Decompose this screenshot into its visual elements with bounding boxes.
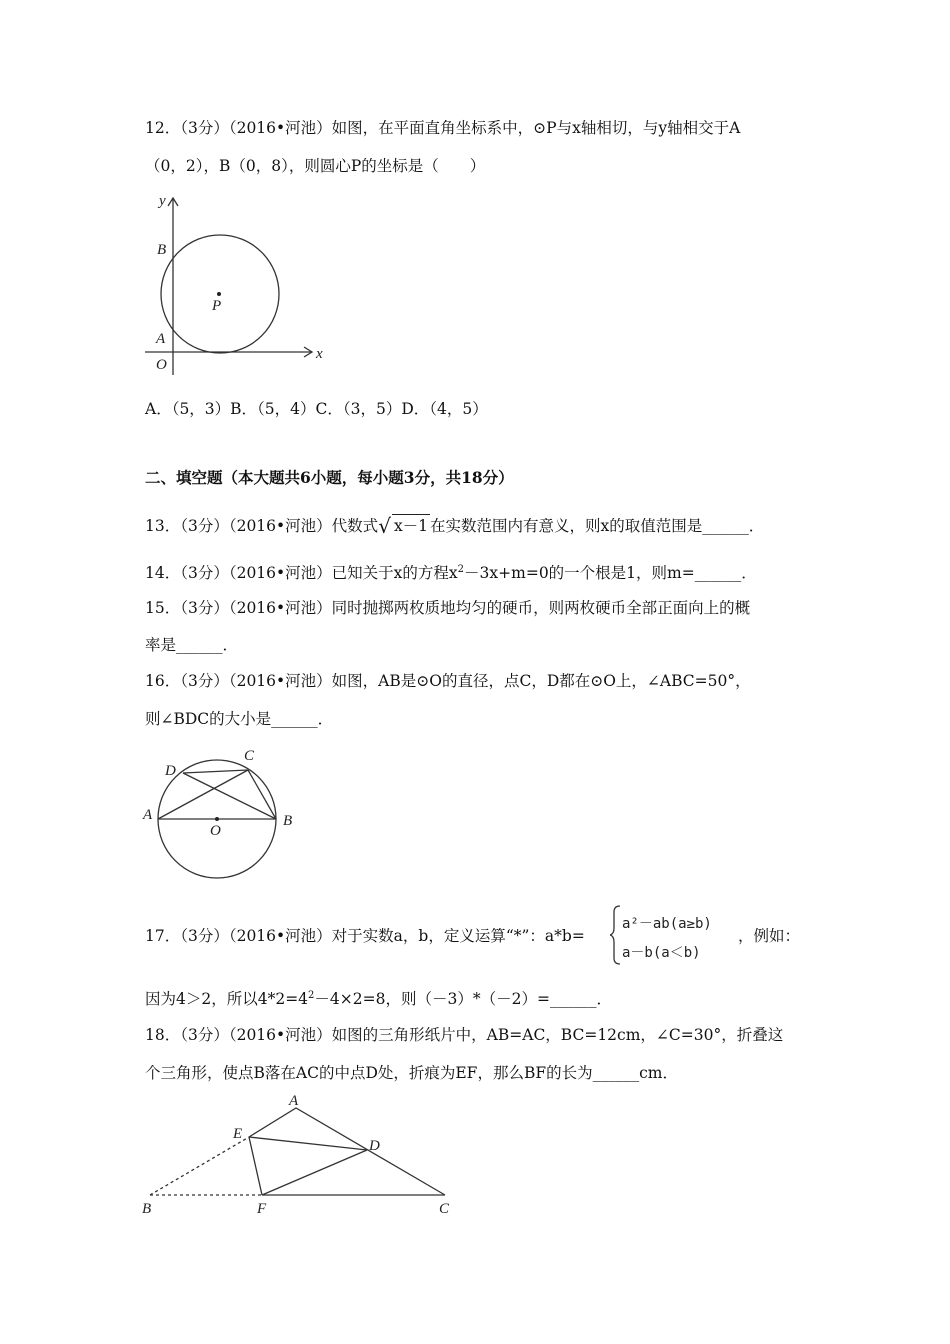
q18-line1: 18．（3分）（2016•河池）如图的三角形纸片中，AB=AC，BC=12cm，∠C=30°，折叠这: [145, 1026, 784, 1044]
label-o: O: [156, 357, 167, 373]
left-brace: [610, 906, 620, 964]
q18-figure: [138, 1088, 463, 1223]
label-x: x: [316, 346, 323, 362]
q17-case2: a－b(a＜b): [622, 945, 701, 961]
center-p-dot: [217, 292, 221, 296]
seg-fd: [262, 1150, 367, 1195]
seg-dc: [183, 770, 248, 773]
label-p: P: [212, 298, 222, 314]
q14-exp: 2: [457, 564, 465, 575]
q15-line2: 率是______．: [145, 636, 239, 654]
q17-line2-b: －4×2=8，则（－3）*（－2）=______．: [314, 990, 612, 1008]
q13-radicand: x－1: [392, 514, 430, 537]
q15-line1: 15．（3分）（2016•河池）同时抛掷两枚质地均匀的硬币，则两枚硬币全部正面向上的概: [145, 599, 751, 617]
label-e: E: [233, 1126, 243, 1142]
section2-heading: 二、填空题（本大题共6小题，每小题3分，共18分）: [145, 468, 514, 487]
q17-line2: [145, 988, 612, 1010]
label-f: F: [257, 1201, 267, 1217]
q12-line2: （0，2），B（0，8），则圆心P的坐标是（ ）: [145, 157, 486, 175]
q16-line1: 16．（3分）（2016•河池）如图，AB是⊙O的直径，点C，D都在⊙O上，∠ABC=50°，: [145, 672, 751, 690]
q13-before: 13．（3分）（2016•河池）代数式: [145, 517, 379, 535]
q18-line2: 个三角形，使点B落在AC的中点D处，折痕为EF，那么BF的长为______cm．: [145, 1064, 678, 1082]
q17-before: 17．（3分）（2016•河池）对于实数a，b，定义运算“*”：a*b=: [145, 927, 585, 945]
seg-ef: [249, 1137, 262, 1195]
q16-line2: 则∠BDC的大小是______．: [145, 710, 334, 728]
label-a: A: [143, 807, 153, 823]
label-d: D: [369, 1138, 380, 1154]
center-o-dot: [215, 817, 219, 821]
label-b: B: [283, 813, 293, 829]
radical-sign: √: [378, 514, 391, 538]
q12-line1: 12．（3分）（2016•河池）如图，在平面直角坐标系中，⊙P与x轴相切，与y轴相交于A: [145, 119, 741, 137]
q14-after: －3x+m=0的一个根是1，则m=______．: [464, 564, 757, 582]
q13-after: 在实数范围内有意义，则x的取值范围是______．: [430, 517, 765, 535]
label-o: O: [210, 823, 221, 839]
q17-case1: a²－ab(a≥b): [622, 916, 712, 932]
label-a: A: [156, 331, 166, 347]
label-y: y: [159, 193, 166, 209]
q14-before: 14．（3分）（2016•河池）已知关于x的方程x: [145, 564, 458, 582]
label-b: B: [157, 242, 167, 258]
q17-after: ，例如：: [738, 927, 801, 945]
q17-line2-a: 因为4＞2，所以4*2=4: [145, 990, 309, 1008]
q14-line: [145, 562, 757, 584]
q13-line: [145, 513, 764, 537]
q12-figure: [140, 188, 340, 383]
q16-figure: [138, 740, 308, 888]
label-b: B: [142, 1201, 152, 1217]
label-a: A: [289, 1093, 299, 1109]
q17-line2-exp: 2: [308, 990, 315, 1001]
label-c: C: [439, 1201, 450, 1217]
dashed-be: [150, 1137, 249, 1195]
q12-choices: A．（5，3）B．（5，4）C．（3，5）D．（4，5）: [145, 400, 488, 418]
label-d: D: [165, 763, 176, 779]
triangle-aec-side: [249, 1108, 445, 1195]
label-c: C: [244, 748, 255, 764]
